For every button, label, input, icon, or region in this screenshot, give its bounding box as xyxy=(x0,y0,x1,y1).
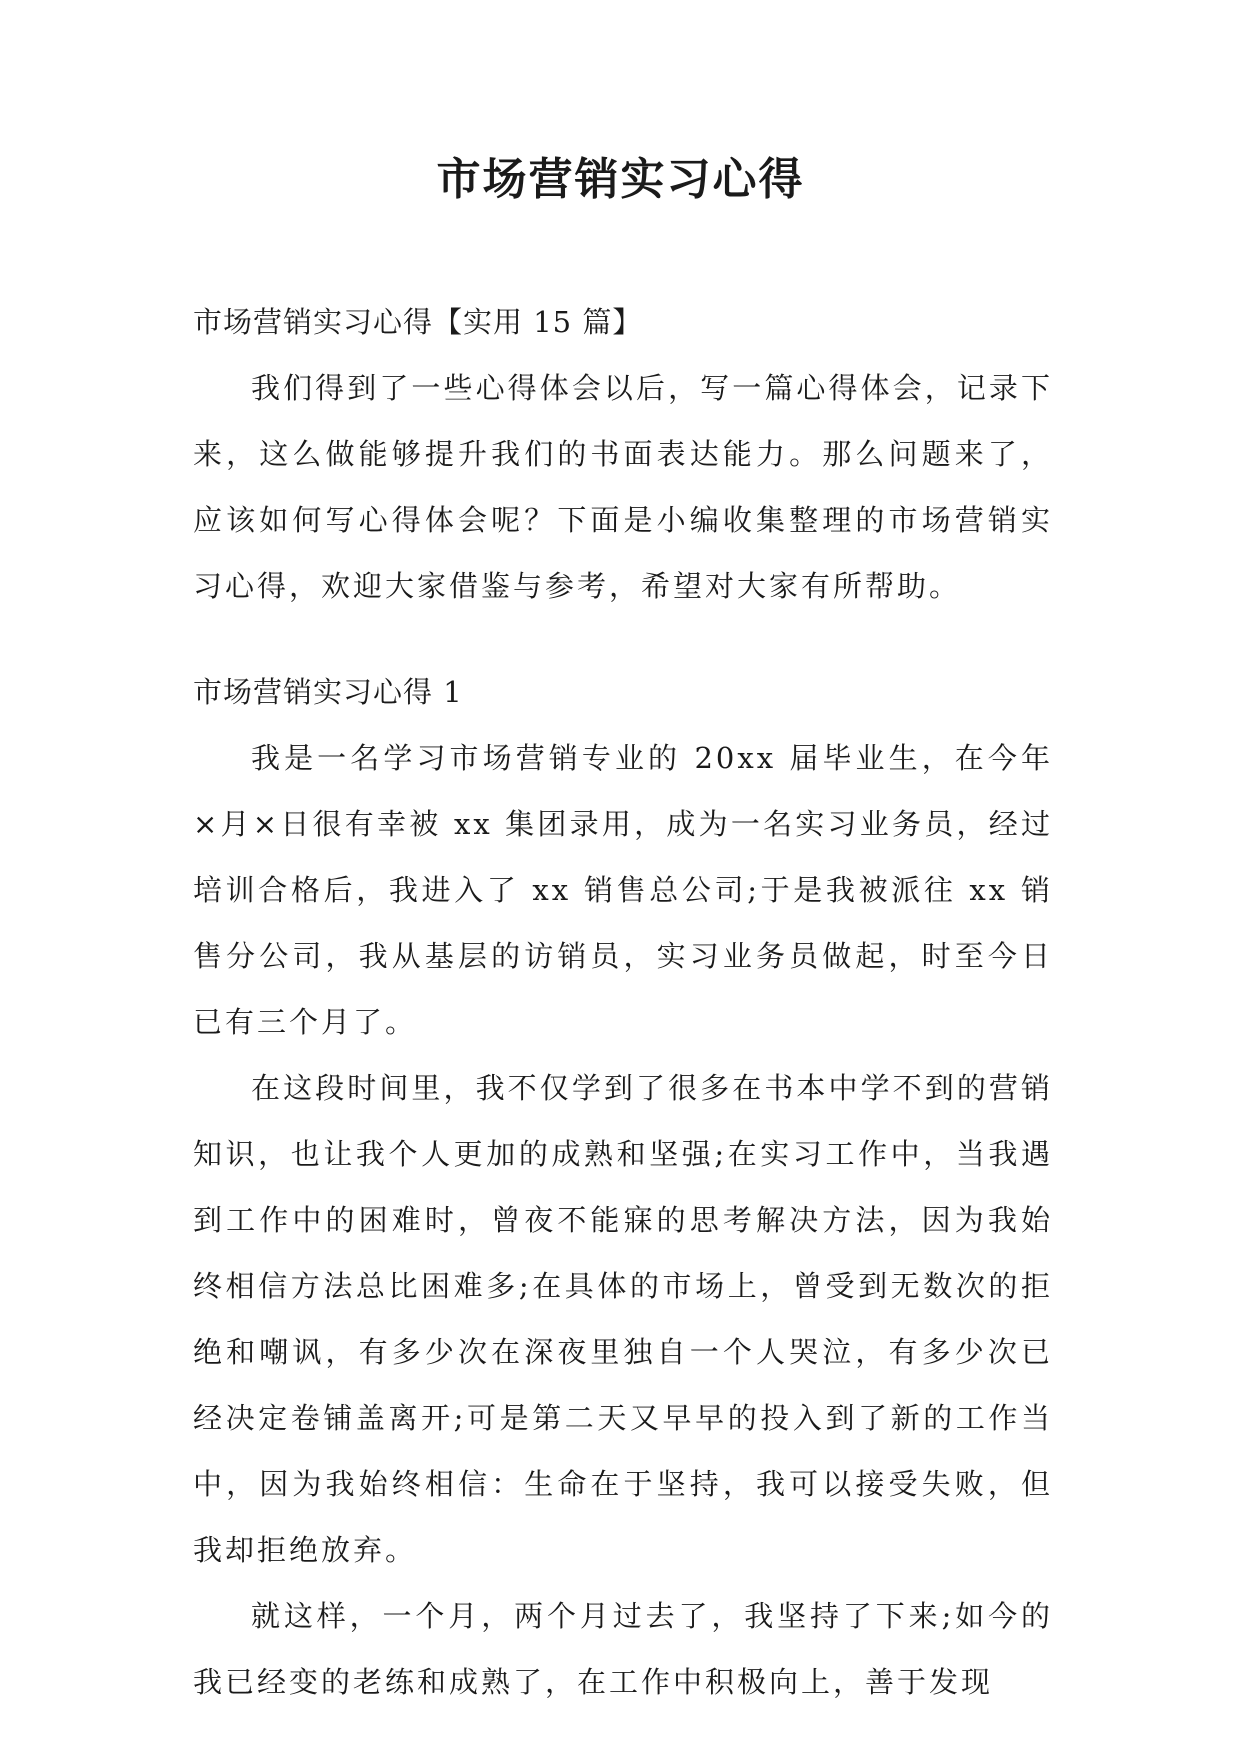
body-paragraph: 就这样，一个月，两个月过去了，我坚持了下来;如今的我已经变的老练和成熟了，在工作中积极向上，善于发现 xyxy=(193,1599,1053,1699)
document-body xyxy=(193,289,1053,1715)
section-heading: 市场营销实习心得 1 xyxy=(193,675,463,709)
document-subtitle: 市场营销实习心得【实用 15 篇】 xyxy=(193,305,643,339)
body-paragraph: 我是一名学习市场营销专业的 20xx 届毕业生，在今年×月×日很有幸被 xx 集团录用，成为一名实习业务员，经过培训合格后，我进入了 xx 销售总公司;于是我被派往 xx 销售分公司，我从基层的访销员，实习业务员做起，时至今日已有三个月了。 xyxy=(193,741,1053,1039)
section-spacer xyxy=(193,619,1053,659)
document-title: 市场营销实习心得 xyxy=(436,154,805,205)
body-paragraph: 在这段时间里，我不仅学到了很多在书本中学不到的营销知识，也让我个人更加的成熟和坚强;在实习工作中，当我遇到工作中的困难时，曾夜不能寐的思考解决方法，因为我始终相信方法总比困难多;在具体的市场上，曾受到无数次的拒绝和嘲讽，有多少次在深夜里独自一个人哭泣，有多少次已经决定卷铺盖离开;可是第二天又早早的投入到了新的工作当中，因为我始终相信：生命在于坚持，我可以接受失败，但我却拒绝放弃。 xyxy=(193,1071,1053,1567)
intro-paragraph: 我们得到了一些心得体会以后，写一篇心得体会，记录下来，这么做能够提升我们的书面表达能力。那么问题来了，应该如何写心得体会呢？下面是小编收集整理的市场营销实习心得，欢迎大家借鉴与参考，希望对大家有所帮助。 xyxy=(193,371,1053,603)
